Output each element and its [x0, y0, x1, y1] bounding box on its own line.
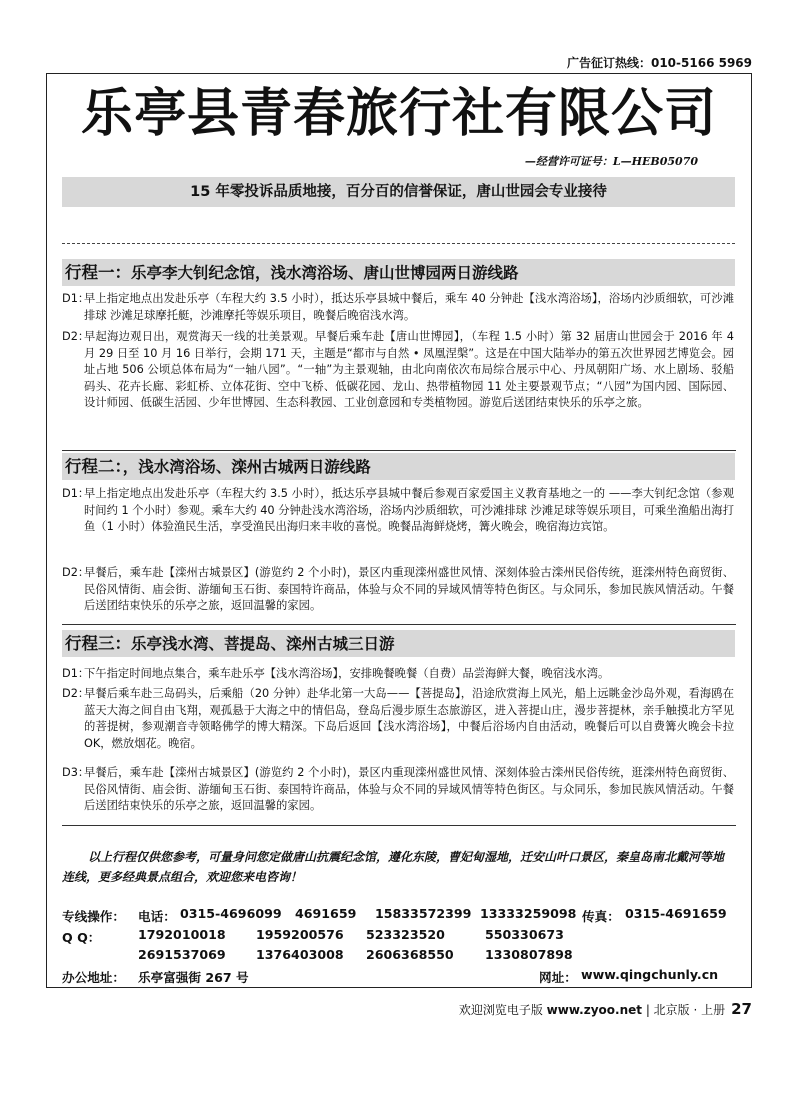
phone-number: 4691659 — [295, 906, 357, 921]
contact-qq-row-1 — [62, 927, 742, 945]
footer-welcome: 欢迎浏览电子版 — [458, 1003, 547, 1017]
route-divider — [62, 624, 736, 625]
page-footer — [459, 1000, 752, 1018]
contact-phone-row — [62, 906, 742, 924]
route-divider — [62, 450, 736, 451]
route-3-day-3 — [62, 765, 734, 815]
route-1-day-2 — [62, 329, 734, 412]
company-title: 乐亭县青春旅行社有限公司 — [80, 83, 717, 144]
day-text: 早上指定地点出发赴乐亭（车程大约 3.5 小时），抵达乐亭县城中餐后参观百家爱国主义教育基地之一的 ——李大钊纪念馆（参观时间约 1 个小时）参观。乘车大约 40 分钟赴浅水湾浴场，浴场内沙质细软，可沙滩排球 沙滩足球等娱乐项目，可乘坐渔船出海打鱼（1 小时）体验渔民生活，享受渔民出海归来丰收的喜悦。晚餐品海鲜烧烤，篝火晚会，晚宿海边宾馆。 — [84, 487, 734, 534]
route-1-day-1 — [62, 291, 734, 324]
page-number: 27 — [731, 1000, 752, 1018]
phone-number: 15833572399 — [375, 906, 472, 921]
qq-label: Q Q： — [62, 930, 101, 945]
contact-address-row — [62, 967, 742, 985]
qq-number: 1792010018 — [138, 927, 226, 942]
footer-edition: 北京版 · 上册 — [653, 1003, 726, 1017]
day-text: 早餐后，乘车赴【滦州古城景区】(游览约 2 个小时)，景区内重现滦州盛世风情、深刻体验古滦州民俗传统，逛滦州特色商贸街、民俗风情街、庙会街、游缅甸玉石街、泰国特许商品，体验与众不同的异域风情等特色街区。与众同乐，参加民族风情活动。午餐后送团结束快乐的乐亭之旅，返回温馨的家园。 — [84, 766, 734, 813]
day-tag: D1： — [62, 292, 90, 305]
phone-number: 13333259098 — [480, 906, 577, 921]
route-3-header — [62, 630, 735, 657]
address: 乐亭富强街 267 号 — [138, 970, 249, 985]
dashed-divider — [62, 243, 735, 244]
qq-number: 2606368550 — [366, 947, 454, 962]
route-label: 行程二： — [65, 457, 123, 476]
route-title: 乐亭李大钊纪念馆，浅水湾浴场、唐山世博园两日游线路 — [131, 264, 519, 282]
route-3-day-2 — [62, 686, 734, 752]
itinerary-note: 以上行程仅供您参考，可量身问您定做唐山抗震纪念馆，遵化东陵，曹妃甸湿地，迁安山叶口景区，秦皇岛南北戴河等地连线，更多经典景点组合，欢迎您来电咨询！ — [62, 850, 725, 884]
qq-number: 523323520 — [366, 927, 445, 942]
fax-label: 传真： — [582, 909, 620, 924]
line-label: 专线操作： — [62, 909, 125, 924]
day-tag: D1： — [62, 487, 90, 500]
contact-qq-row-2 — [62, 947, 742, 965]
slogan-banner: 15 年零投诉品质地接，百分百的信誉保证，唐山世园会专业接待 — [62, 177, 735, 207]
route-2-header — [62, 453, 735, 480]
route-title: 乐亭浅水湾、菩提岛、滦州古城三日游 — [131, 635, 395, 653]
day-text: 早餐后乘车赴三岛码头，后乘船（20 分钟）赴华北第一大岛——【菩提岛】，沿途欣赏海上风光，船上远眺金沙岛外观，看海鸥在蓝天大海之间自由飞翔，观孤悬于大海之中的情侣岛，登岛后漫步原生态旅游区，进入菩提山庄，漫步菩提林，亲手触摸北方罕见的菩提树，参观潮音寺领略佛学的博大精深。下岛后返回【浅水湾浴场】，中餐后浴场内自由活动，晚餐后可以自费篝火晚会卡拉 OK，燃放烟花。晚宿。 — [84, 687, 734, 750]
qq-number: 1330807898 — [485, 947, 573, 962]
day-text: 早餐后，乘车赴【滦州古城景区】(游览约 2 个小时)，景区内重现滦州盛世风情、深刻体验古滦州民俗传统，逛滦州特色商贸街、民俗风情街、庙会街、游缅甸玉石街、泰国特许商品，体验与众不同的异域风情等特色街区。与众同乐，参加民族风情活动。午餐后送团结束快乐的乐亭之旅，返回温馨的家园。 — [84, 566, 734, 613]
address-label: 办公地址： — [62, 970, 125, 985]
day-text: 下午指定时间地点集合，乘车赴乐亭【浅水湾浴场】，安排晚餐晚餐（自费）品尝海鲜大餐，晚宿浅水湾。 — [84, 667, 610, 680]
day-tag: D3： — [62, 766, 90, 779]
route-label: 行程三： — [65, 634, 131, 653]
qq-number: 2691537069 — [138, 947, 226, 962]
route-title: ，浅水湾浴场、滦州古城两日游线路 — [122, 458, 371, 476]
qq-number: 1959200576 — [256, 927, 344, 942]
license-number: —经营许可证号：L—HEB05070 — [524, 155, 698, 168]
route-2-day-1 — [62, 486, 734, 536]
phone-label: 电话： — [138, 909, 176, 924]
route-label: 行程一： — [65, 263, 131, 282]
website-link[interactable]: www.qingchunly.cn — [581, 967, 719, 982]
day-tag: D2： — [62, 687, 90, 700]
day-tag: D2： — [62, 566, 90, 579]
route-3-day-1 — [62, 666, 734, 683]
phone-number: 0315-4696099 — [180, 906, 282, 921]
route-1-header — [62, 259, 735, 286]
qq-number: 550330673 — [485, 927, 564, 942]
day-text: 早上指定地点出发赴乐亭（车程大约 3.5 小时），抵达乐亭县城中餐后，乘车 40 分钟赴【浅水湾浴场】，浴场内沙质细软，可沙滩排球 沙滩足球摩托艇，沙滩摩托等娱乐项目，晚餐后晚宿浅水湾。 — [84, 292, 734, 322]
ad-hotline: 广告征订热线：010-5166 5969 — [566, 56, 752, 70]
route-2-day-2 — [62, 565, 734, 615]
route-divider — [62, 825, 736, 826]
day-text: 早起海边观日出，观赏海天一线的壮美景观。早餐后乘车赴【唐山世博园】，（车程 1.5 小时）第 32 届唐山世园会于 2016 年 4 月 29 日至 10 月 16 日举行，会期 171 天，主题是“都市与自然 • 凤凰涅槃”。这是在中国大陆举办的第五次世界园艺博览会。园址占地 506 公顷总体布局为“一轴八园”。“一轴”为主景观轴，由北向南依次布局综合展示中心、丹凤朝阳广场、水上剧场、驳船码头、花卉长廊、彩虹桥、立体花街、空中飞桥、低碳花园、龙山、热带植物园 11 处主要景观节点；“八园”为国内园、国际园、设计师园、低碳生活园、少年世博园、生态科教园、工业创意园和专类植物园。游览后送团结束快乐的乐亭之旅。 — [84, 330, 734, 410]
qq-number: 1376403008 — [256, 947, 344, 962]
day-tag: D1： — [62, 667, 90, 680]
footer-separator: | — [642, 1003, 654, 1017]
footer-site-link[interactable]: www.zyoo.net — [546, 1003, 642, 1017]
fax-number: 0315-4691659 — [625, 906, 727, 921]
website-label: 网址： — [539, 970, 577, 985]
day-tag: D2： — [62, 330, 90, 343]
